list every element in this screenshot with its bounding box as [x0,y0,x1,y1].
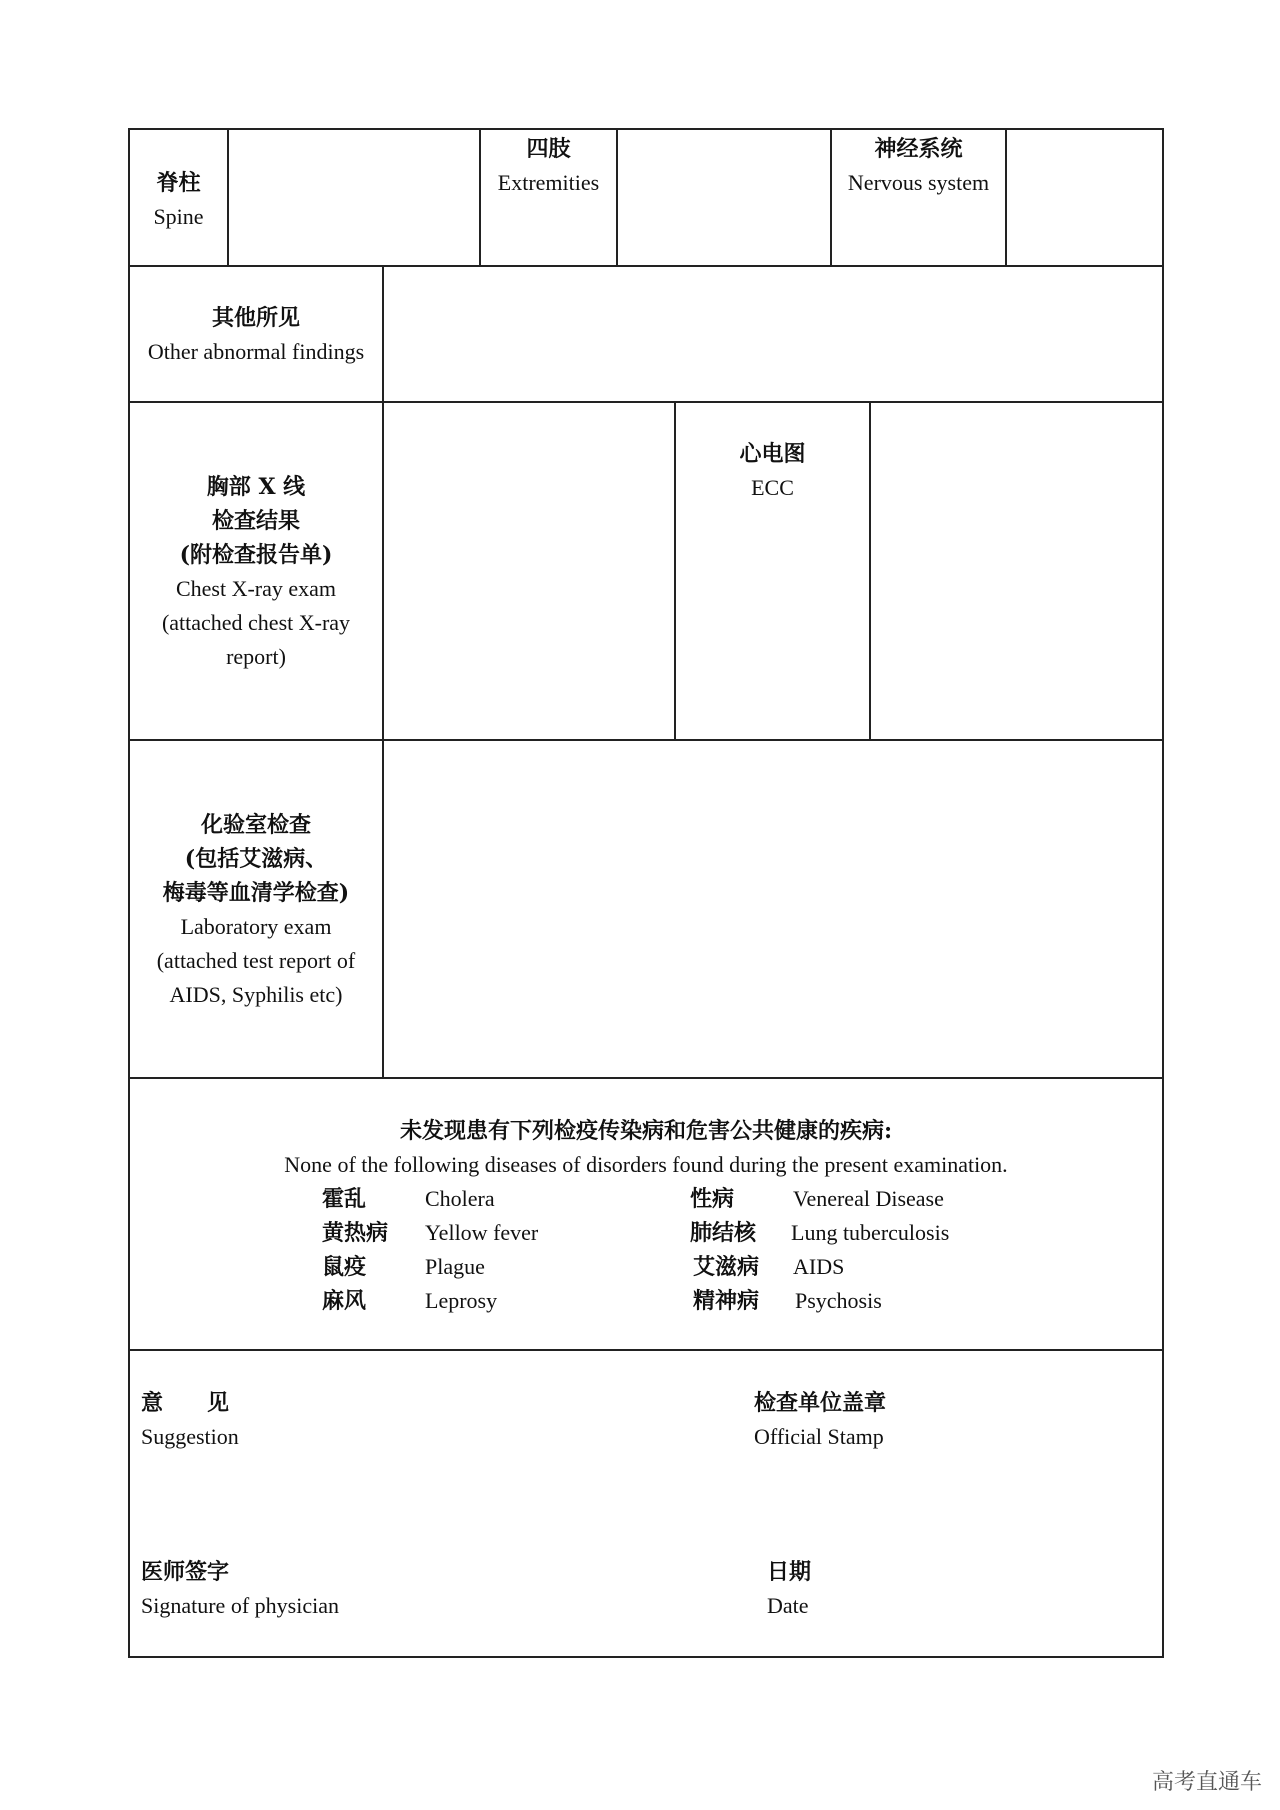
lab-en1: Laboratory exam [180,914,332,939]
spine-label [130,166,227,234]
chest-zh3: (附检查报告单) [179,542,333,568]
divider [128,1077,1164,1079]
disease-en: Psychosis [795,1288,882,1313]
divider [128,1349,1164,1351]
disease-en: AIDS [793,1254,845,1279]
stamp-en: Official Stamp [754,1424,884,1449]
physician-zh: 医师签字 [141,1559,230,1585]
physician-label [141,1555,339,1623]
suggestion-en: Suggestion [141,1424,239,1449]
date-en: Date [767,1593,809,1618]
disease-item [690,1216,756,1251]
extremities-zh: 四肢 [526,136,571,162]
nervous-en: Nervous system [847,170,990,195]
diseases-heading [130,1114,1162,1182]
ecg-zh: 心电图 [739,441,806,467]
disease-item [693,1250,759,1285]
disease-item [322,1216,388,1251]
ecg-field[interactable] [871,403,1162,739]
spine-en: Spine [153,204,204,229]
disease-zh: 精神病 [693,1288,760,1314]
other-field[interactable] [384,267,1162,401]
lab-field[interactable] [384,741,1162,1077]
nervous-label [832,132,1005,200]
lab-label [130,808,382,1012]
ecg-en: ECC [751,475,794,500]
suggestion-label [141,1386,239,1454]
chest-field[interactable] [384,403,674,739]
chest-zh2: 检查结果 [211,508,300,534]
diseases-heading-zh: 未发现患有下列检疫传染病和危害公共健康的疾病: [399,1118,893,1144]
date-label [767,1555,811,1623]
chest-zh1: 胸部 X 线 [206,474,306,500]
lab-zh1: 化验室检查 [200,812,311,838]
other-en: Other abnormal findings [147,339,365,364]
disease-zh: 黄热病 [322,1220,389,1246]
chest-en3: report) [226,644,286,669]
watermark: 高考直通车 [1151,1770,1262,1795]
disease-en: Plague [425,1254,485,1279]
ecg-label [676,437,869,505]
extremities-field[interactable] [618,130,830,265]
disease-en: Leprosy [425,1288,498,1313]
stamp-zh: 检查单位盖章 [754,1390,887,1416]
disease-item [322,1182,366,1217]
nervous-zh: 神经系统 [874,136,963,162]
disease-en: Yellow fever [425,1220,539,1245]
disease-en: Venereal Disease [793,1186,944,1211]
physician-en: Signature of physician [141,1593,339,1618]
nervous-field[interactable] [1007,130,1162,265]
other-zh: 其他所见 [211,305,300,331]
chest-en2: (attached chest X-ray [161,610,351,635]
lab-zh2: (包括艾滋病、 [184,846,328,872]
disease-en: Cholera [425,1186,495,1211]
disease-zh: 麻风 [322,1288,367,1314]
chest-label [130,470,382,674]
disease-zh: 艾滋病 [693,1254,760,1280]
suggestion-zh: 意 见 [141,1390,230,1416]
lab-en3: AIDS, Syphilis etc) [169,982,343,1007]
spine-zh: 脊柱 [156,170,201,196]
disease-zh: 鼠疫 [322,1254,367,1280]
disease-item [693,1284,759,1319]
other-label [130,301,382,369]
extremities-en: Extremities [497,170,600,195]
disease-item [690,1182,734,1217]
lab-zh3: 梅毒等血清学检查) [162,880,350,906]
spine-field[interactable] [229,130,479,265]
disease-item [322,1284,366,1319]
disease-zh: 霍乱 [322,1186,367,1212]
disease-item [322,1250,366,1285]
date-zh: 日期 [767,1559,812,1585]
extremities-label [481,132,616,200]
stamp-label [754,1386,886,1454]
chest-en1: Chest X-ray exam [175,576,337,601]
diseases-heading-en: None of the following diseases of disorders found during the present examination. [284,1152,1008,1177]
disease-zh: 肺结核 [690,1220,757,1246]
lab-en2: (attached test report of [156,948,356,973]
disease-en: Lung tuberculosis [791,1220,950,1245]
disease-zh: 性病 [690,1186,735,1212]
